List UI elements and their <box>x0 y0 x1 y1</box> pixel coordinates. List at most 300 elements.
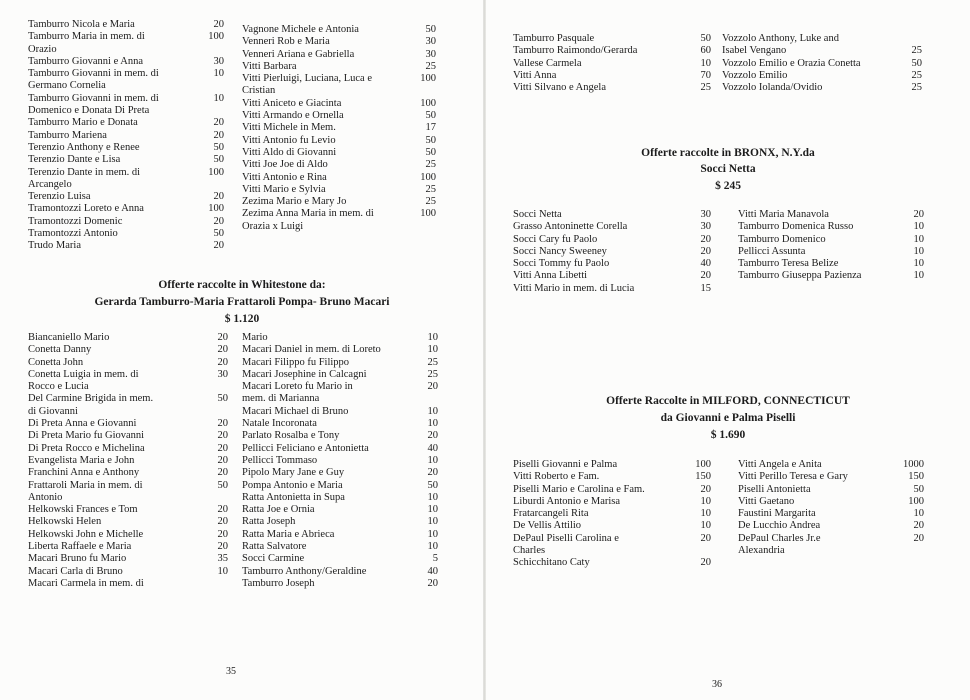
donor-name: Tamburro Mario e Donata <box>28 117 138 129</box>
donation-amount: 50 <box>213 228 224 240</box>
donation-amount: 100 <box>420 208 436 220</box>
page-35 <box>0 0 484 700</box>
donor-name: Vitti Angela e Anita <box>738 459 822 470</box>
donation-amount: 50 <box>425 24 436 35</box>
donor-name: Ratta Maria e Abrieca <box>242 528 335 540</box>
donation-amount: 20 <box>213 117 224 129</box>
donor-row <box>513 45 711 57</box>
donation-amount: 100 <box>908 495 924 507</box>
donor-name: Liberta Raffaele e Maria <box>28 541 132 553</box>
donor-row <box>28 357 228 369</box>
section-title: Offerte raccolte in Whitestone da: <box>158 279 326 291</box>
donor-name: Tamburro Pasquale <box>513 33 595 44</box>
donation-amount: 20 <box>700 233 711 245</box>
donor-row <box>738 234 924 246</box>
donor-row <box>722 82 922 94</box>
donation-amount: 17 <box>425 122 436 134</box>
donation-amount: 30 <box>700 209 711 220</box>
donor-row <box>513 557 711 569</box>
donation-amount: 10 <box>427 528 438 540</box>
donor-name: Vitti Aniceto e Giacinta <box>242 97 342 109</box>
donor-name: Vozzolo Emilio <box>722 69 788 81</box>
donor-name: Terenzio Anthony e Renee <box>28 141 140 153</box>
donation-amount: 25 <box>425 159 436 171</box>
donation-amount: 50 <box>911 57 922 69</box>
donor-row <box>242 369 438 381</box>
donation-amount: 20 <box>427 381 438 393</box>
donation-amount: 40 <box>700 258 711 270</box>
donation-amount: 20 <box>700 483 711 495</box>
donor-row <box>242 49 436 61</box>
donation-amount: 15 <box>700 282 711 294</box>
donor-name: Tramontozzi Antonio <box>28 228 118 240</box>
donation-amount: 100 <box>208 166 224 178</box>
donor-name: Di Preta Anna e Giovanni <box>28 418 137 430</box>
donation-amount: 10 <box>427 454 438 466</box>
donor-row <box>513 234 711 246</box>
donation-amount: 50 <box>425 110 436 122</box>
donation-amount: 10 <box>700 508 711 520</box>
donor-name: Franchini Anna e Anthony <box>28 467 140 479</box>
donation-amount: 20 <box>700 270 711 282</box>
donor-name: Terenzio Luisa <box>28 191 91 203</box>
donor-name: Vitti Pierluigi, Luciana, Luca e Cristian <box>242 73 372 97</box>
donation-amount: 30 <box>700 221 711 233</box>
section-subtitle: da Giovanni e Palma Piselli <box>660 412 796 424</box>
donor-row <box>28 578 228 590</box>
donor-row <box>242 61 436 73</box>
donation-amount: 20 <box>217 442 228 454</box>
donor-name: Del Carmine Brigida in mem. di Giovanni <box>28 393 154 417</box>
donor-name: Tramontozzi Loreto e Anna <box>28 203 144 215</box>
donor-name: Tamburro Teresa Belize <box>738 258 839 270</box>
donation-amount: 20 <box>217 344 228 356</box>
donation-amount: 40 <box>427 565 438 577</box>
donor-list <box>513 209 711 295</box>
donor-name: De Lucchio Andrea <box>738 520 821 532</box>
donor-name: Macari Bruno fu Mario <box>28 553 127 565</box>
donation-amount: 20 <box>217 430 228 442</box>
donor-name: Vitti Gaetano <box>738 495 795 507</box>
donor-row <box>242 332 438 344</box>
donor-row <box>28 240 224 252</box>
donor-name: Helkowski Helen <box>28 516 102 528</box>
donor-row <box>242 73 436 98</box>
donor-name: Socci Tommy fu Paolo <box>513 258 610 270</box>
donor-name: Parlato Rosalba e Tony <box>242 430 340 442</box>
donation-amount: 20 <box>213 215 224 227</box>
donor-row <box>242 208 436 233</box>
donor-name: Tamburro Giovanni e Anna <box>28 55 144 67</box>
donation-amount: 20 <box>213 191 224 203</box>
donation-amount: 10 <box>700 520 711 532</box>
donor-row <box>28 203 224 215</box>
donation-amount: 20 <box>217 332 228 343</box>
donor-row <box>242 159 436 171</box>
donor-name: Vitti Perillo Teresa e Gary <box>738 471 848 483</box>
donation-amount: 20 <box>217 528 228 540</box>
donor-row <box>28 68 224 93</box>
donor-name: Vozzolo Emilio e Orazia Conetta <box>722 57 861 69</box>
donor-name: Pellicci Feliciano e Antonietta <box>242 442 369 454</box>
donation-amount: 100 <box>695 459 711 470</box>
donor-row <box>738 209 924 221</box>
donor-row <box>242 504 438 516</box>
donor-row <box>28 480 228 505</box>
donation-amount: 10 <box>913 221 924 233</box>
donor-row <box>242 36 436 48</box>
donation-amount: 20 <box>700 557 711 569</box>
donor-row <box>513 258 711 270</box>
donor-name: Vitti Antonio e Rina <box>242 171 327 183</box>
donor-name: Di Preta Mario fu Giovanni <box>28 430 145 442</box>
donor-row <box>28 117 224 129</box>
donation-amount: 20 <box>217 356 228 368</box>
donor-name: Isabel Vengano <box>722 45 787 57</box>
page-number: 36 <box>712 679 722 690</box>
donation-amount: 50 <box>425 146 436 158</box>
donor-row <box>738 246 924 258</box>
donation-amount: 60 <box>700 45 711 57</box>
donation-amount: 10 <box>427 332 438 343</box>
donor-row <box>513 82 711 94</box>
donor-row <box>28 154 224 166</box>
donor-row <box>28 393 228 418</box>
donor-name: Natale Incoronata <box>242 418 317 430</box>
donor-name: DePaul Piselli Carolina e Charles <box>513 532 619 557</box>
donor-name: DePaul Charles Jr.e Alexandria <box>738 532 821 557</box>
donor-row <box>28 369 228 394</box>
donation-amount: 30 <box>217 368 228 380</box>
donation-amount: 10 <box>427 418 438 430</box>
donor-name: Vitti Anna Libetti <box>513 270 588 282</box>
donation-amount: 10 <box>213 68 224 80</box>
donor-row <box>738 459 924 471</box>
donor-row <box>28 228 224 240</box>
donor-name: Tramontozzi Domenic <box>28 215 123 227</box>
page-number: 35 <box>226 666 236 677</box>
donor-row <box>722 70 922 82</box>
donor-name: De Vellis Attilio <box>513 520 582 532</box>
donor-name: Vitti Antonio fu Levio <box>242 134 336 146</box>
donation-amount: 100 <box>420 73 436 85</box>
donor-row <box>28 167 224 192</box>
donor-name: Vozzolo Iolanda/Ovidio <box>722 82 823 94</box>
donation-amount: 20 <box>700 532 711 544</box>
donor-row <box>28 516 228 528</box>
donation-amount: 40 <box>427 442 438 454</box>
donation-amount: 5 <box>432 553 438 565</box>
donor-name: Terenzio Dante in mem. di Arcangelo <box>28 166 141 190</box>
donor-row <box>242 418 438 430</box>
donation-amount: 10 <box>700 495 711 507</box>
donor-name: Vitti Mario in mem. di Lucia <box>513 282 635 294</box>
donation-amount: 10 <box>427 504 438 516</box>
donation-amount: 25 <box>425 196 436 208</box>
donor-list <box>738 459 924 557</box>
donor-row <box>513 520 711 532</box>
donor-row <box>242 578 438 590</box>
donation-amount: 50 <box>217 393 228 405</box>
donor-row <box>242 344 438 356</box>
donor-row <box>28 541 228 553</box>
donor-list <box>513 33 711 94</box>
section-total: $ 245 <box>715 180 741 192</box>
donor-name: Vitti Anna <box>513 69 557 81</box>
section-subtitle: Gerarda Tamburro-Maria Frattaroli Pompa- Bruno Macari <box>94 296 390 308</box>
donation-amount: 10 <box>913 258 924 270</box>
donation-amount: 50 <box>913 483 924 495</box>
donor-row <box>513 283 711 295</box>
donor-row <box>242 24 436 36</box>
donor-row <box>28 130 224 142</box>
donation-amount: 100 <box>420 171 436 183</box>
donation-amount: 150 <box>695 471 711 483</box>
donor-name: Ratta Joe e Ornia <box>242 504 315 516</box>
donor-name: Vitti Barbara <box>242 60 297 72</box>
donor-name: Di Preta Rocco e Michelina <box>28 442 145 454</box>
donation-amount: 20 <box>913 532 924 544</box>
donation-amount: 20 <box>217 541 228 553</box>
donor-row <box>242 196 436 208</box>
donor-row <box>242 406 438 418</box>
donor-name: Macari Carla di Bruno <box>28 565 123 577</box>
donation-amount: 20 <box>427 430 438 442</box>
donation-amount: 35 <box>217 553 228 565</box>
donation-amount: 30 <box>213 55 224 67</box>
donor-row <box>28 191 224 203</box>
donor-name: Tamburro Maria in mem. di Orazio <box>28 31 145 55</box>
donor-name: Vitti Maria Manavola <box>738 209 829 220</box>
donor-row <box>738 520 924 532</box>
donor-row <box>28 93 224 118</box>
donor-name: Socci Cary fu Paolo <box>513 233 598 245</box>
donor-name: Tamburro Domenico <box>738 233 826 245</box>
donor-row <box>513 508 711 520</box>
section-total: $ 1.690 <box>710 429 746 441</box>
donor-row <box>242 529 438 541</box>
donation-amount: 20 <box>217 418 228 430</box>
donor-row <box>242 172 436 184</box>
donor-name: Tamburro Giuseppa Pazienza <box>738 270 862 282</box>
donor-name: Pipolo Mary Jane e Guy <box>242 467 345 479</box>
donor-row <box>513 484 711 496</box>
donor-name: Schicchitano Caty <box>513 557 590 569</box>
donor-name: Tamburro Giovanni in mem. di Domenico e Donata Di Preta <box>28 92 159 117</box>
donor-list <box>242 24 436 233</box>
donor-row <box>242 541 438 553</box>
donor-name: Zezima Mario e Mary Jo <box>242 196 347 208</box>
donation-amount: 1000 <box>903 459 924 470</box>
donation-amount: 25 <box>427 368 438 380</box>
donation-amount: 20 <box>427 577 438 589</box>
donor-name: Socci Carmine <box>242 553 305 565</box>
donation-amount: 25 <box>427 356 438 368</box>
donation-amount: 25 <box>911 69 922 81</box>
donor-name: Grasso Antoninette Corella <box>513 221 628 233</box>
donor-row <box>722 58 922 70</box>
donor-row <box>513 221 711 233</box>
donor-name: Liburdi Antonio e Marisa <box>513 495 621 507</box>
donor-name: Vitti Aldo di Giovanni <box>242 146 337 158</box>
donor-name: Mario <box>242 332 268 343</box>
donor-row <box>28 455 228 467</box>
donor-name: Socci Nancy Sweeney <box>513 245 607 257</box>
donation-amount: 50 <box>213 141 224 153</box>
donor-row <box>28 529 228 541</box>
donor-row <box>513 496 711 508</box>
donor-row <box>513 209 711 221</box>
donor-name: Vallese Carmela <box>513 57 582 69</box>
donor-row <box>513 33 711 45</box>
donation-amount: 20 <box>213 19 224 30</box>
donor-name: Helkowski John e Michelle <box>28 528 144 540</box>
donor-list <box>738 209 924 283</box>
page-36 <box>486 0 970 700</box>
donor-row <box>513 246 711 258</box>
donor-row <box>242 147 436 159</box>
donor-name: Terenzio Dante e Lisa <box>28 154 121 166</box>
donation-amount: 10 <box>913 233 924 245</box>
donor-row <box>242 467 438 479</box>
donor-name: Vagnone Michele e Antonia <box>242 24 359 35</box>
donor-row <box>738 484 924 496</box>
donor-name: Frattaroli Maria in mem. di Antonio <box>28 479 143 503</box>
donation-amount: 10 <box>700 57 711 69</box>
donor-row <box>513 533 711 558</box>
donor-row <box>28 344 228 356</box>
donor-name: Vitti Armando e Ornella <box>242 110 344 122</box>
donor-row <box>513 471 711 483</box>
donation-amount: 25 <box>700 82 711 94</box>
donation-amount: 100 <box>208 31 224 43</box>
donor-name: Faustini Margarita <box>738 508 816 520</box>
donation-amount: 30 <box>425 36 436 48</box>
section-total: $ 1.120 <box>224 313 260 325</box>
donor-row <box>242 516 438 528</box>
donation-amount: 50 <box>217 479 228 491</box>
donor-row <box>242 443 438 455</box>
donation-amount: 10 <box>427 344 438 356</box>
donation-amount: 20 <box>913 520 924 532</box>
section-title: Offerte Raccolte in MILFORD, CONNECTICUT <box>606 395 850 407</box>
donor-name: Tamburro Joseph <box>242 577 315 589</box>
donation-amount: 10 <box>913 508 924 520</box>
donation-amount: 10 <box>213 92 224 104</box>
donation-amount: 150 <box>908 471 924 483</box>
donation-amount: 25 <box>911 45 922 57</box>
donation-amount: 25 <box>425 183 436 195</box>
donation-amount: 10 <box>427 516 438 528</box>
donor-row <box>738 496 924 508</box>
donor-name: Conetta Danny <box>28 344 92 356</box>
donor-row <box>28 142 224 154</box>
donation-amount: 10 <box>427 491 438 503</box>
donor-name: Macari Loreto fu Mario in mem. di Marianna <box>242 381 353 405</box>
donor-name: Vitti Joe Joe di Aldo <box>242 159 328 171</box>
donor-name: Socci Netta <box>513 209 562 220</box>
donor-name: Tamburro Domenica Russo <box>738 221 854 233</box>
donation-amount: 70 <box>700 69 711 81</box>
donor-row <box>242 184 436 196</box>
donor-row <box>28 553 228 565</box>
donor-name: Venneri Ariana e Gabriella <box>242 48 355 60</box>
donation-amount: 100 <box>420 97 436 109</box>
donor-row <box>28 430 228 442</box>
donor-name: Piselli Mario e Carolina e Fam. <box>513 483 645 495</box>
donation-amount: 20 <box>700 245 711 257</box>
donor-row <box>242 98 436 110</box>
donor-name: Trudo Maria <box>28 240 81 252</box>
donation-amount: 50 <box>700 33 711 44</box>
donor-name: Macari Josephine in Calcagni <box>242 368 367 380</box>
donor-row <box>28 418 228 430</box>
donor-row <box>28 467 228 479</box>
donation-amount: 10 <box>913 270 924 282</box>
donor-row <box>28 19 224 31</box>
donor-list <box>242 332 438 590</box>
donor-name: Ratta Joseph <box>242 516 296 528</box>
donor-list <box>722 33 922 94</box>
donor-row <box>242 110 436 122</box>
donor-row <box>242 492 438 504</box>
donor-row <box>738 533 924 558</box>
donation-amount: 25 <box>425 60 436 72</box>
donor-name: Tamburro Raimondo/Gerarda <box>513 45 638 57</box>
donor-row <box>513 58 711 70</box>
donor-row <box>242 381 438 406</box>
donor-name: Venneri Rob e Maria <box>242 36 330 48</box>
donation-amount: 20 <box>217 516 228 528</box>
donor-name: Macari Michael di Bruno <box>242 405 349 417</box>
donor-name: Tamburro Mariena <box>28 129 107 141</box>
donor-name: Zezima Anna Maria in mem. di Orazia x Luigi <box>242 208 374 232</box>
donor-name: Pellicci Assunta <box>738 245 806 257</box>
donor-row <box>513 459 711 471</box>
donor-name: Macari Daniel in mem. di Loreto <box>242 344 381 356</box>
donor-row <box>513 270 711 282</box>
donor-name: Fratarcangeli Rita <box>513 508 589 520</box>
donation-amount: 20 <box>913 209 924 220</box>
donation-amount: 50 <box>425 134 436 146</box>
donor-name: Ratta Antonietta in Supa <box>242 491 345 503</box>
donor-row <box>722 33 922 45</box>
donor-name: Tamburro Giovanni in mem. di Germano Cornelia <box>28 68 159 92</box>
donor-row <box>513 70 711 82</box>
donor-row <box>738 270 924 282</box>
donor-name: Macari Carmela in mem. di <box>28 577 144 589</box>
donor-row <box>738 508 924 520</box>
donor-name: Conetta John <box>28 356 84 368</box>
donation-amount: 30 <box>425 48 436 60</box>
donor-list <box>513 459 711 570</box>
donor-name: Evangelista Maria e John <box>28 454 135 466</box>
donor-row <box>28 332 228 344</box>
donor-name: Pompa Antonio e Maria <box>242 479 343 491</box>
donation-amount: 20 <box>213 240 224 252</box>
donor-list <box>28 332 228 590</box>
donation-amount: 25 <box>911 82 922 94</box>
donation-amount: 20 <box>217 504 228 516</box>
donation-amount: 50 <box>427 479 438 491</box>
donation-amount: 20 <box>213 129 224 141</box>
donor-row <box>28 443 228 455</box>
donor-row <box>28 56 224 68</box>
donor-name: Vitti Michele in Mem. <box>242 122 336 134</box>
section-subtitle: Socci Netta <box>700 163 756 175</box>
donor-name: Biancaniello Mario <box>28 332 110 343</box>
donor-name: Vitti Silvano e Angela <box>513 82 606 94</box>
